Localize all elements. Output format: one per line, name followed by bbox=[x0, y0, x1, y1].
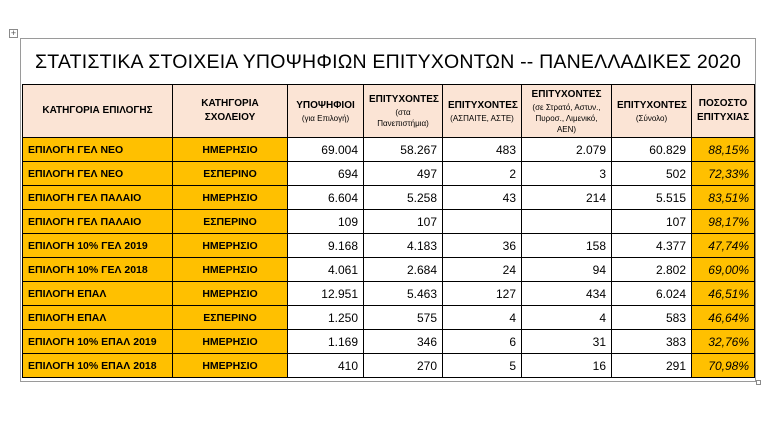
row-aspaite bbox=[443, 210, 522, 234]
header-universities: ΕΠΙΤΥΧΟΝΤΕΣ (στα Πανεπιστήμια) bbox=[364, 85, 443, 138]
row-total: 107 bbox=[612, 210, 692, 234]
row-total: 383 bbox=[612, 330, 692, 354]
row-military: 214 bbox=[522, 186, 612, 210]
row-success-rate: 47,74% bbox=[692, 234, 755, 258]
row-school-type: ΗΜΕΡΗΣΙΟ bbox=[173, 234, 288, 258]
header-school: ΚΑΤΗΓΟΡΙΑ ΣΧΟΛΕΙΟΥ bbox=[173, 85, 288, 138]
row-category: ΕΠΙΛΟΓΗ ΓΕΛ ΝΕΟ bbox=[23, 138, 173, 162]
table-row bbox=[23, 234, 755, 258]
row-candidates: 9.168 bbox=[288, 234, 364, 258]
row-total: 5.515 bbox=[612, 186, 692, 210]
row-aspaite: 36 bbox=[443, 234, 522, 258]
row-candidates: 410 bbox=[288, 354, 364, 378]
row-universities: 107 bbox=[364, 210, 443, 234]
row-school-type: ΗΜΕΡΗΣΙΟ bbox=[173, 330, 288, 354]
header-military: ΕΠΙΤΥΧΟΝΤΕΣ (σε Στρατό, Αστυν., Πυροσ., Λιμενικό, ΑΕΝ) bbox=[522, 85, 612, 138]
row-aspaite: 483 bbox=[443, 138, 522, 162]
row-aspaite: 6 bbox=[443, 330, 522, 354]
row-military: 434 bbox=[522, 282, 612, 306]
row-school-type: ΕΣΠΕΡΙΝΟ bbox=[173, 162, 288, 186]
row-total: 2.802 bbox=[612, 258, 692, 282]
row-total: 502 bbox=[612, 162, 692, 186]
row-universities: 346 bbox=[364, 330, 443, 354]
row-military: 16 bbox=[522, 354, 612, 378]
page-title: ΣΤΑΤΙΣΤΙΚΑ ΣΤΟΙΧΕΙΑ ΥΠΟΨΗΦΙΩΝ ΕΠΙΤΥΧΟΝΤΩΝ -- ΠΑΝΕΛΛΑΔΙΚΕΣ 2020 bbox=[34, 51, 742, 73]
table-row bbox=[23, 354, 755, 378]
header-rate: ΠΟΣΟΣΤΟ ΕΠΙΤΥΧΙΑΣ bbox=[692, 85, 755, 138]
row-aspaite: 5 bbox=[443, 354, 522, 378]
row-military: 2.079 bbox=[522, 138, 612, 162]
row-category: ΕΠΙΛΟΓΗ ΓΕΛ ΠΑΛΑΙΟ bbox=[23, 210, 173, 234]
row-success-rate: 69,00% bbox=[692, 258, 755, 282]
row-universities: 4.183 bbox=[364, 234, 443, 258]
row-universities: 270 bbox=[364, 354, 443, 378]
row-universities: 497 bbox=[364, 162, 443, 186]
row-success-rate: 72,33% bbox=[692, 162, 755, 186]
row-military: 158 bbox=[522, 234, 612, 258]
row-category: ΕΠΙΛΟΓΗ 10% ΓΕΛ 2018 bbox=[23, 258, 173, 282]
row-category: ΕΠΙΛΟΓΗ 10% ΓΕΛ 2019 bbox=[23, 234, 173, 258]
table-row bbox=[23, 138, 755, 162]
row-total: 60.829 bbox=[612, 138, 692, 162]
row-total: 291 bbox=[612, 354, 692, 378]
row-universities: 575 bbox=[364, 306, 443, 330]
row-universities: 5.463 bbox=[364, 282, 443, 306]
row-category: ΕΠΙΛΟΓΗ ΓΕΛ ΠΑΛΑΙΟ bbox=[23, 186, 173, 210]
row-success-rate: 46,51% bbox=[692, 282, 755, 306]
row-school-type: ΗΜΕΡΗΣΙΟ bbox=[173, 186, 288, 210]
row-success-rate: 46,64% bbox=[692, 306, 755, 330]
move-anchor-icon[interactable]: + bbox=[10, 28, 17, 38]
header-candidates: ΥΠΟΨΗΦΙΟΙ (για Επιλογή) bbox=[288, 85, 364, 138]
row-school-type: ΗΜΕΡΗΣΙΟ bbox=[173, 354, 288, 378]
row-candidates: 109 bbox=[288, 210, 364, 234]
row-school-type: ΗΜΕΡΗΣΙΟ bbox=[173, 258, 288, 282]
table-row bbox=[23, 330, 755, 354]
row-success-rate: 83,51% bbox=[692, 186, 755, 210]
row-success-rate: 32,76% bbox=[692, 330, 755, 354]
row-aspaite: 4 bbox=[443, 306, 522, 330]
row-candidates: 69.004 bbox=[288, 138, 364, 162]
header-total: ΕΠΙΤΥΧΟΝΤΕΣ (Σύνολο) bbox=[612, 85, 692, 138]
row-school-type: ΗΜΕΡΗΣΙΟ bbox=[173, 138, 288, 162]
row-aspaite: 43 bbox=[443, 186, 522, 210]
row-universities: 58.267 bbox=[364, 138, 443, 162]
row-category: ΕΠΙΛΟΓΗ ΕΠΑΛ bbox=[23, 282, 173, 306]
row-school-type: ΕΣΠΕΡΙΝΟ bbox=[173, 306, 288, 330]
row-military bbox=[522, 210, 612, 234]
row-category: ΕΠΙΛΟΓΗ ΕΠΑΛ bbox=[23, 306, 173, 330]
row-candidates: 12.951 bbox=[288, 282, 364, 306]
row-candidates: 4.061 bbox=[288, 258, 364, 282]
row-military: 94 bbox=[522, 258, 612, 282]
row-school-type: ΗΜΕΡΗΣΙΟ bbox=[173, 282, 288, 306]
row-total: 4.377 bbox=[612, 234, 692, 258]
row-military: 4 bbox=[522, 306, 612, 330]
row-candidates: 694 bbox=[288, 162, 364, 186]
row-success-rate: 70,98% bbox=[692, 354, 755, 378]
table-row bbox=[23, 258, 755, 282]
row-school-type: ΕΣΠΕΡΙΝΟ bbox=[173, 210, 288, 234]
row-aspaite: 127 bbox=[443, 282, 522, 306]
row-universities: 2.684 bbox=[364, 258, 443, 282]
row-candidates: 1.250 bbox=[288, 306, 364, 330]
header-row bbox=[23, 85, 755, 138]
row-universities: 5.258 bbox=[364, 186, 443, 210]
row-aspaite: 24 bbox=[443, 258, 522, 282]
table-row bbox=[23, 186, 755, 210]
row-category: ΕΠΙΛΟΓΗ 10% ΕΠΑΛ 2018 bbox=[23, 354, 173, 378]
table-row bbox=[23, 282, 755, 306]
row-military: 31 bbox=[522, 330, 612, 354]
table-row bbox=[23, 306, 755, 330]
row-success-rate: 88,15% bbox=[692, 138, 755, 162]
row-military: 3 bbox=[522, 162, 612, 186]
row-category: ΕΠΙΛΟΓΗ 10% ΕΠΑΛ 2019 bbox=[23, 330, 173, 354]
row-total: 583 bbox=[612, 306, 692, 330]
row-success-rate: 98,17% bbox=[692, 210, 755, 234]
row-total: 6.024 bbox=[612, 282, 692, 306]
table-row bbox=[23, 210, 755, 234]
table-row bbox=[23, 162, 755, 186]
header-category: ΚΑΤΗΓΟΡΙΑ ΕΠΙΛΟΓΗΣ bbox=[23, 85, 173, 138]
resize-handle[interactable] bbox=[756, 380, 761, 385]
header-aspaite: ΕΠΙΤΥΧΟΝΤΕΣ (ΑΣΠΑΙΤΕ, ΑΣΤΕ) bbox=[443, 85, 522, 138]
row-candidates: 6.604 bbox=[288, 186, 364, 210]
row-candidates: 1.169 bbox=[288, 330, 364, 354]
stats-table bbox=[22, 84, 755, 378]
row-category: ΕΠΙΛΟΓΗ ΓΕΛ ΝΕΟ bbox=[23, 162, 173, 186]
row-aspaite: 2 bbox=[443, 162, 522, 186]
